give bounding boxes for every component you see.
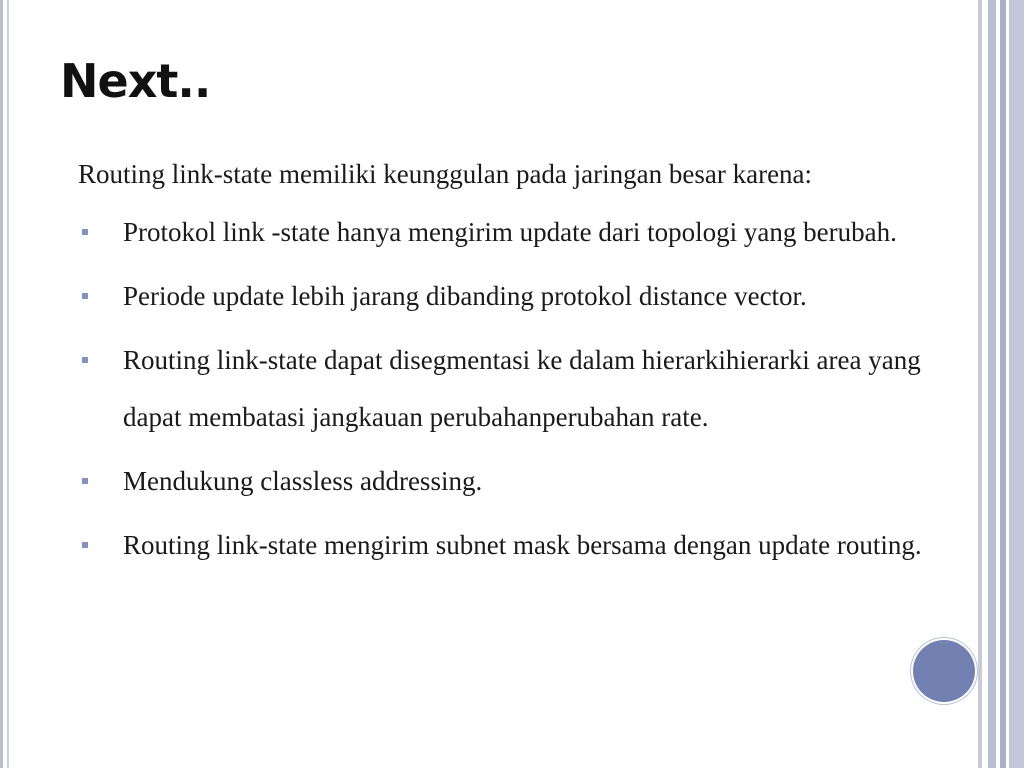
bullet-item — [78, 517, 958, 574]
bullet-item — [78, 453, 958, 510]
left-border-line-inner — [7, 0, 9, 768]
bullet-item — [78, 268, 958, 325]
bullet-text: Protokol link -state hanya mengirim update dari topologi yang berubah. — [123, 217, 897, 247]
circle-decoration — [913, 640, 975, 702]
intro-text: Routing link-state memiliki keunggulan pada jaringan besar karena: — [78, 159, 813, 189]
stripe — [1009, 0, 1024, 768]
bullet-list — [78, 204, 958, 574]
bullet-text: Routing link-state mengirim subnet mask bersama dengan update routing. — [123, 530, 922, 560]
square-bullet-icon — [82, 293, 88, 299]
slide-content — [78, 152, 958, 581]
bullet-text: Routing link-state dapat disegmentasi ke dalam hierarkihierarki area yang dapat membatasi jangkauan perubahanperubahan rate. — [123, 345, 921, 432]
left-border-line — [0, 0, 3, 768]
bullet-text: Mendukung classless addressing. — [123, 466, 483, 496]
square-bullet-icon — [82, 357, 88, 363]
bullet-text: Periode update lebih jarang dibanding protokol distance vector. — [123, 281, 807, 311]
bullet-item — [78, 204, 958, 261]
bullet-item — [78, 332, 958, 446]
stripe — [988, 0, 996, 768]
right-border-stripes — [978, 0, 1024, 768]
slide-title: Next.. — [60, 54, 211, 108]
square-bullet-icon — [82, 478, 88, 484]
square-bullet-icon — [82, 542, 88, 548]
square-bullet-icon — [82, 229, 88, 235]
